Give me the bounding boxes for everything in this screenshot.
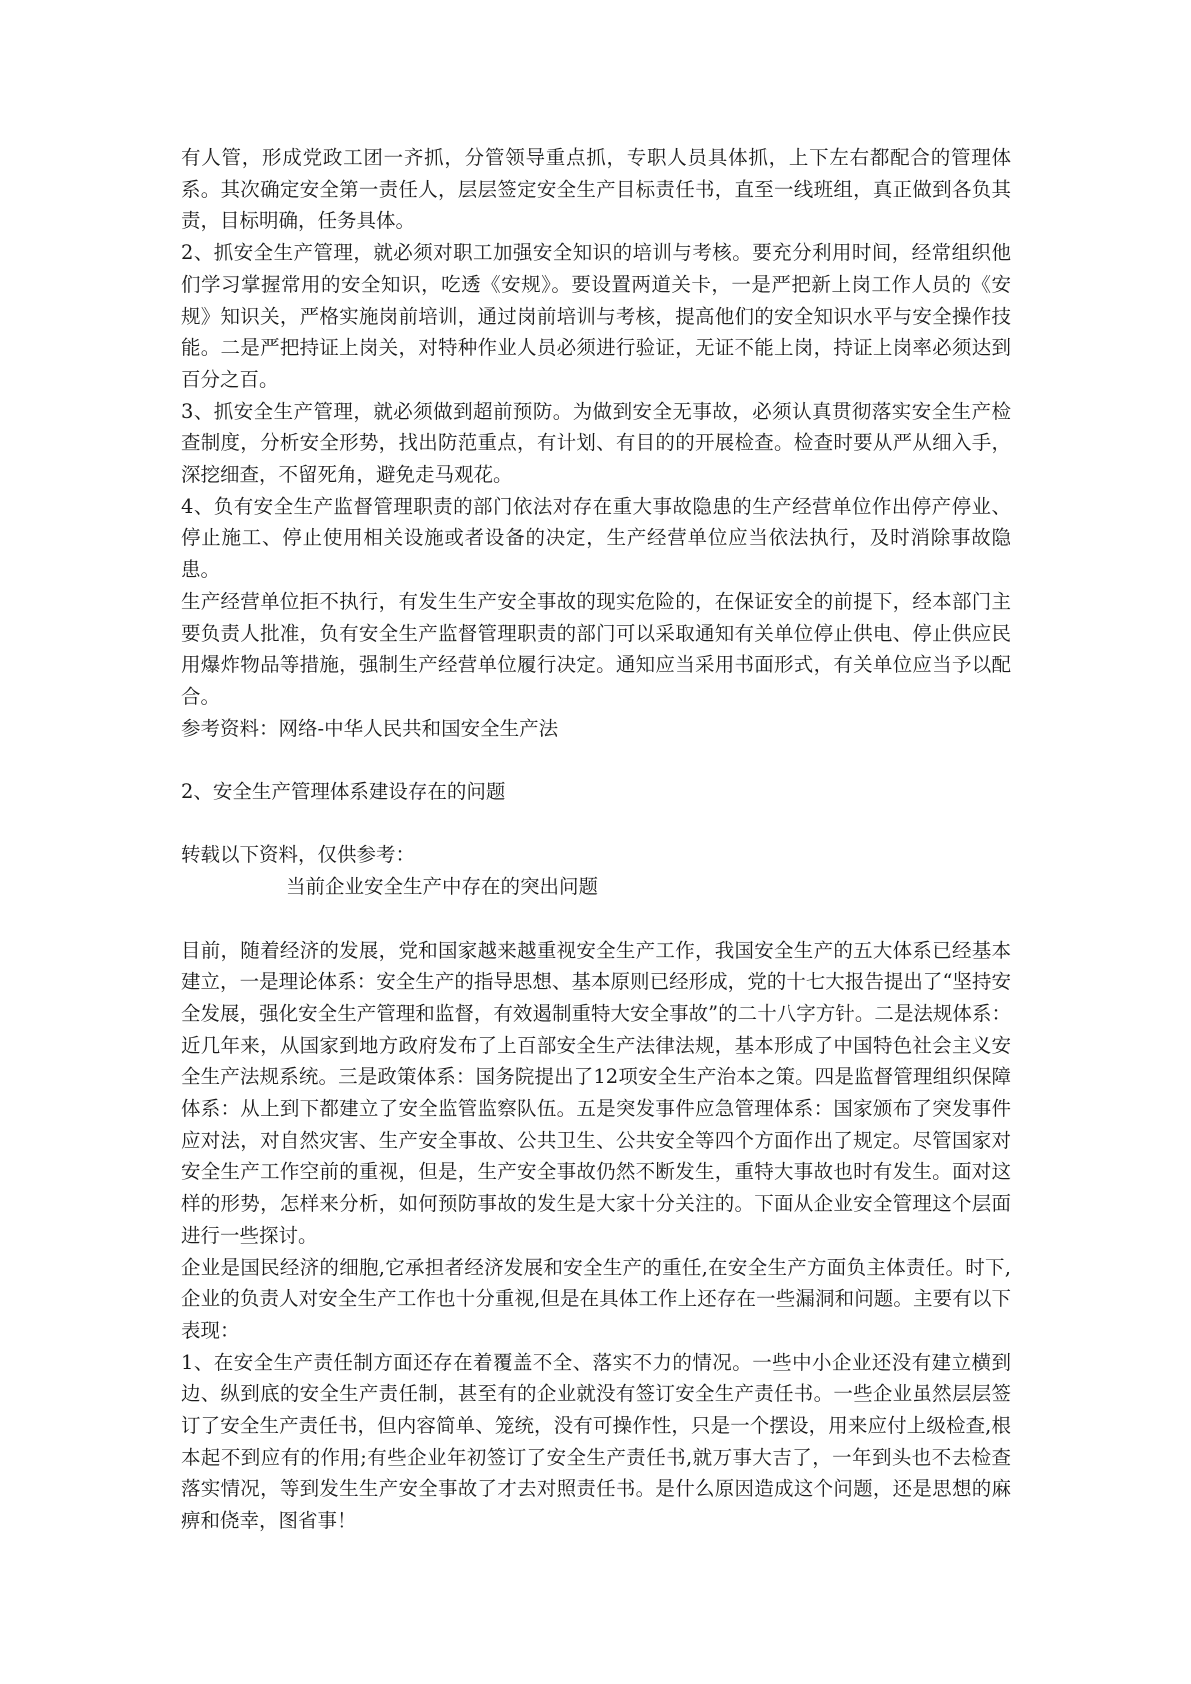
paragraph-responsibility-system: 有人管，形成党政工团一齐抓，分管领导重点抓，专职人员具体抓，上下左右都配合的管理体系。其次确定安全第一责任人，层层签定安全生产目标责任书，直至一线班组，真正做到各负其责，目标明确，任务具体。 <box>181 146 1011 233</box>
paragraph-five-systems: 目前，随着经济的发展，党和国家越来越重视安全生产工作，我国安全生产的五大体系已经基本建立，一是理论体系：安全生产的指导思想、基本原则已经形成，党的十七大报告提出了“坚持安全发展，强化安全生产管理和监督，有效遏制重特大安全事故”的二十八字方针。二是法规体系：近几年来，从国家到地方政府发布了上百部安全生产法律法规，基本形成了中国特色社会主义安全生产法规系统。三是政策体系：国务院提出了12项安全生产治本之策。四是监督管理组织保障体系：从上到下都建立了安全监管监察队伍。五是突发事件应急管理体系：国家颁布了突发事件应对法，对自然灾害、生产安全事故、公共卫生、公共安全等四个方面作出了规定。尽管国家对安全生产工作空前的重视，但是，生产安全事故仍然不断发生，重特大事故也时有发生。面对这样的形势，怎样来分析，如何预防事故的发生是大家十分关注的。下面从企业安全管理这个层面进行一些探讨。 <box>181 938 1011 1247</box>
paragraph-responsibility-issues: 1、在安全生产责任制方面还存在着覆盖不全、落实不力的情况。一些中小企业还没有建立横到边、纵到底的安全生产责任制，甚至有的企业就没有签订安全生产责任书。一些企业虽然层层签订了安全生产责任书，但内容简单、笼统，没有可操作性，只是一个摆设，用来应付上级检查,根本起不到应有的作用;有些企业年初签订了安全生产责任书,就万事大吉了，一年到头也不去检查落实情况，等到发生生产安全事故了才去对照责任书。是什么原因造成这个问题，还是思想的麻痹和侥幸，图省事！ <box>181 1350 1011 1533</box>
blank-line <box>181 903 1011 935</box>
blank-line <box>181 744 1011 776</box>
paragraph-supervision: 4、负有安全生产监督管理职责的部门依法对存在重大事故隐患的生产经营单位作出停产停业、停止施工、停止使用相关设施或者设备的决定，生产经营单位应当依法执行，及时消除事故隐患。 <box>181 494 1011 582</box>
paragraph-prevention: 3、抓安全生产管理，就必须做到超前预防。为做到安全无事故，必须认真贯彻落实安全生产检查制度，分析安全形势，找出防范重点，有计划、有目的的开展检查。检查时要从严从细入手，深挖细查，不留死角，避免走马观花。 <box>181 399 1011 487</box>
paragraph-enterprise: 企业是国民经济的细胞,它承担者经济发展和安全生产的重任,在安全生产方面负主体责任。时下,企业的负责人对安全生产工作也十分重视,但是在具体工作上还存在一些漏洞和问题。主要有以下表现： <box>181 1255 1011 1342</box>
paragraph-training: 2、抓安全生产管理，就必须对职工加强安全知识的培训与考核。要充分利用时间，经常组织他们学习掌握常用的安全知识，吃透《安规》。要设置两道关卡，一是严把新上岗工作人员的《安规》知识关，严格实施岗前培训，通过岗前培训与考核，提高他们的安全知识水平与安全操作技能。二是严把持证上岗关，对特种作业人员必须进行验证，无证不能上岗，持证上岗率必须达到百分之百。 <box>181 241 1011 391</box>
reprint-note: 转载以下资料，仅供参考： <box>181 843 416 867</box>
article-title: 当前企业安全生产中存在的突出问题 <box>286 875 599 899</box>
blank-line <box>181 808 1011 840</box>
paragraph-reference: 参考资料：网络-中华人民共和国安全生产法 <box>181 716 559 740</box>
paragraph-enforcement: 生产经营单位拒不执行，有发生生产安全事故的现实危险的，在保证安全的前提下，经本部门主要负责人批准，负有安全生产监督管理职责的部门可以采取通知有关单位停止供电、停止供应民用爆炸物品等措施，强制生产经营单位履行决定。通知应当采用书面形式，有关单位应当予以配合。 <box>181 589 1011 708</box>
section-heading: 2、安全生产管理体系建设存在的问题 <box>181 780 506 804</box>
document-body <box>181 142 1011 1537</box>
